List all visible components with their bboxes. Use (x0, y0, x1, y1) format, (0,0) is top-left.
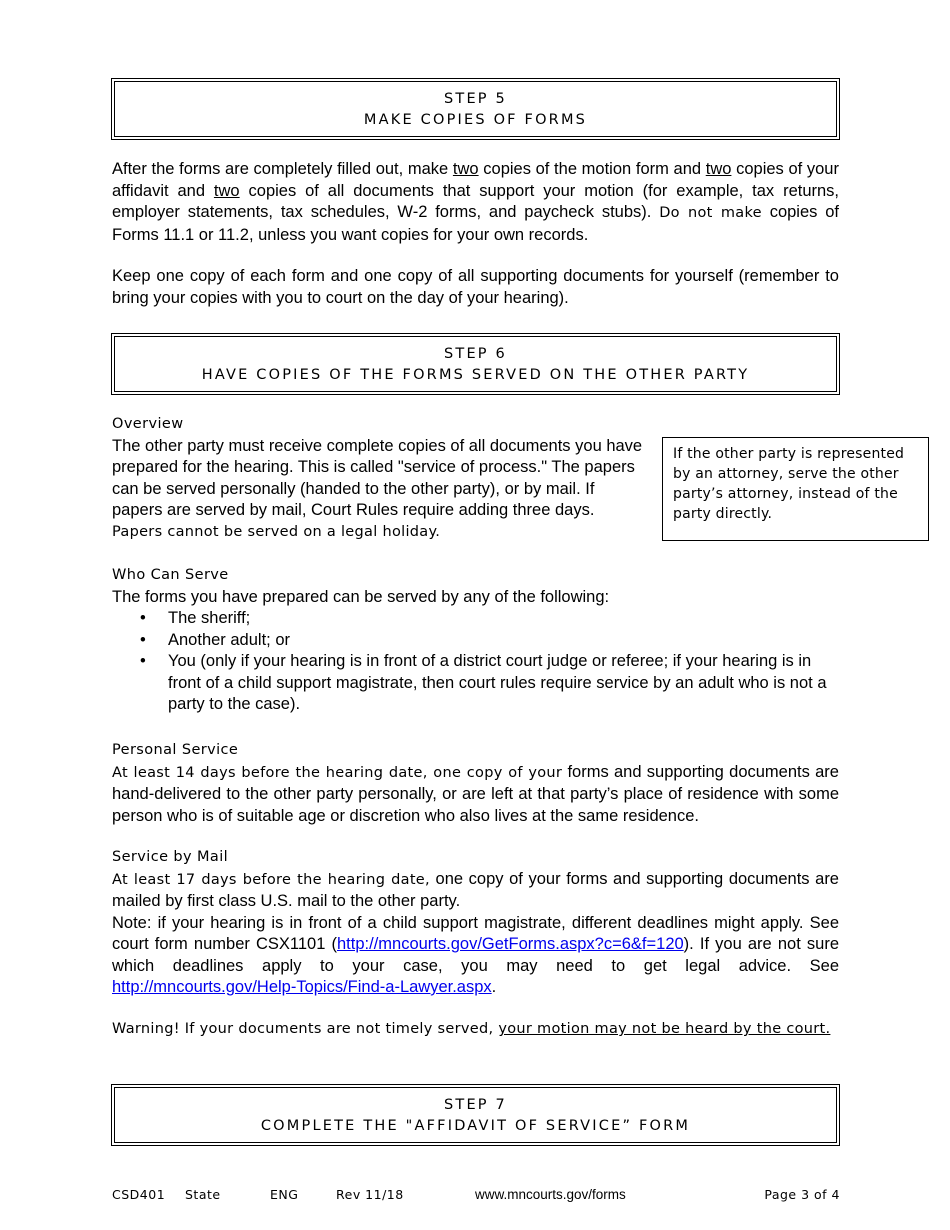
personal-service-heading: Personal Service (112, 742, 239, 758)
step-5-subtitle: MAKE COPIES OF FORMS (363, 112, 588, 128)
step-7-subtitle: COMPLETE THE "AFFIDAVIT OF SERVICE” FORM (260, 1118, 691, 1134)
list-item: • You (only if your hearing is in front of a district court judge or referee; if your hearing is in front of a child support magistrate, then court rules require service by an adult who is not a party to the case). (140, 652, 827, 713)
overview-holiday-note: Papers cannot be served on a legal holiday. (112, 523, 441, 540)
personal-service-section (112, 740, 839, 827)
warning-paragraph: Warning! If your documents are not timely served, your motion may not be heard by the court. (112, 1021, 831, 1037)
find-a-lawyer-link[interactable]: http://mncourts.gov/Help-Topics/Find-a-Lawyer.aspx (112, 978, 492, 996)
bullet-icon: • (140, 652, 146, 670)
overview-body: The other party must receive complete copies of all documents you have prepared for the hearing. This is called "service of process." The papers can be served personally (handed to the other party), or by mail. If papers are served by mail, Court Rules require adding three days. (112, 436, 643, 519)
personal-service-body: At least 14 days before the hearing date, one copy of your forms and supporting documents are hand-delivered to the other party personally, or are left at that party’s place of residence with some person who is of suitable age or discretion who also lives at the same residence. (112, 762, 839, 825)
footer-page-number: Page 3 of 4 (764, 1187, 840, 1202)
attorney-side-note: If the other party is represented by an attorney, serve the other party’s attorney, instead of the party directly. (662, 437, 929, 541)
bullet-icon: • (140, 630, 146, 649)
bullet-icon: • (140, 609, 146, 627)
footer-language: ENG (270, 1187, 299, 1202)
who-can-serve-heading: Who Can Serve (112, 567, 229, 583)
list-item: • The sheriff; (112, 608, 839, 630)
step-5-paragraph-2: Keep one copy of each form and one copy of all supporting documents for yourself (remember to bring your copies with you to court on the day of your hearing). (112, 267, 839, 307)
service-by-mail-body: At least 17 days before the hearing date, one copy of your forms and supporting documents are mailed by first class U.S. mail to the other party. (112, 869, 839, 910)
footer-website: www.mncourts.gov/forms (475, 1187, 626, 1202)
overview-section (112, 414, 647, 543)
step-5-paragraph-1: After the forms are completely filled out, make two copies of the motion form and two copies of your affidavit and two copies of all documents that support your motion (for example, tax returns, employer statements, tax schedules, W-2 forms, and paycheck stubs). Do not make copies of Forms 11.1 or 11.2, unless you want copies for your own records. (112, 160, 840, 244)
footer-form-code: CSD401 (112, 1187, 166, 1202)
step-5-title: STEP 5 (443, 91, 507, 107)
step-7-box (111, 1084, 840, 1146)
list-item: • Another adult; or (112, 630, 839, 652)
service-by-mail-heading: Service by Mail (112, 849, 229, 865)
footer-revision: Rev 11/18 (336, 1187, 404, 1202)
getforms-link[interactable]: http://mncourts.gov/GetForms.aspx?c=6&f=120 (337, 935, 684, 953)
page-footer (112, 1184, 840, 1204)
who-can-serve-section (112, 565, 839, 716)
service-by-mail-section (112, 847, 839, 999)
step-7-title: STEP 7 (443, 1097, 507, 1113)
server-list (112, 608, 839, 716)
step-6-box (111, 333, 840, 395)
overview-heading: Overview (112, 416, 184, 432)
magistrate-note: Note: if your hearing is in front of a child support magistrate, different deadlines might apply. See court form number CSX1101 (http://mncourts.gov/GetForms.aspx?c=6&f=120). If you are not sure which deadlines apply to your case, you may need to get legal advice. See http://mncourts.gov/Help-Topics/Find-a-Lawyer.aspx. (112, 913, 839, 996)
step-6-subtitle: HAVE COPIES OF THE FORMS SERVED ON THE OTHER PARTY (201, 367, 750, 383)
footer-state: State (185, 1187, 221, 1202)
who-can-serve-intro: The forms you have prepared can be served by any of the following: (112, 587, 610, 606)
step-6-title: STEP 6 (443, 346, 507, 362)
step-5-box (111, 78, 840, 140)
